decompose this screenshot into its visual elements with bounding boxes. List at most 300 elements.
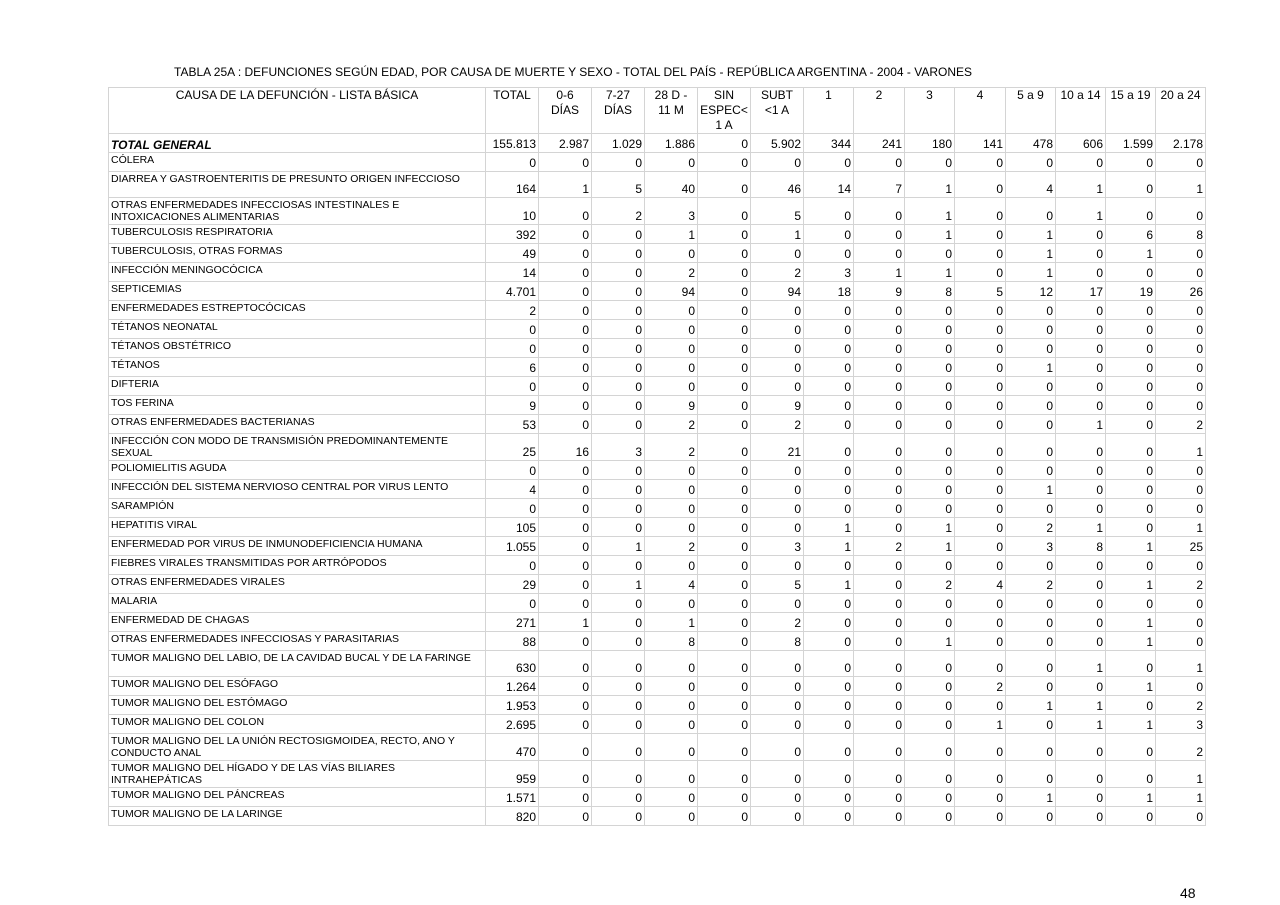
value-cell: 0: [539, 225, 592, 244]
value-cell: 1: [905, 263, 955, 282]
value-cell: 0: [592, 153, 645, 172]
table-row: [109, 480, 1206, 499]
value-cell: 0: [539, 518, 592, 537]
value-cell: 0: [698, 339, 751, 358]
value-cell: 2: [1006, 575, 1056, 594]
value-cell: 0: [854, 434, 905, 461]
cause-cell: TUBERCULOSIS, OTRAS FORMAS: [109, 244, 486, 263]
value-cell: 0: [905, 480, 955, 499]
value-cell: 0: [1006, 396, 1056, 415]
value-cell: 0: [854, 480, 905, 499]
value-cell: 4: [1006, 172, 1056, 198]
cause-cell: HEPATITIS VIRAL: [109, 518, 486, 537]
value-cell: 0: [955, 301, 1006, 320]
value-cell: 0: [486, 377, 539, 396]
table-row: [109, 396, 1206, 415]
value-cell: 0: [1106, 734, 1156, 761]
value-cell: 0: [955, 537, 1006, 556]
value-cell: 1: [1156, 172, 1206, 198]
value-cell: 0: [1056, 788, 1106, 807]
value-cell: 0: [698, 358, 751, 377]
value-cell: 0: [645, 518, 698, 537]
value-cell: 2: [854, 537, 905, 556]
value-cell: 0: [698, 788, 751, 807]
value-cell: 0: [905, 358, 955, 377]
value-cell: 5: [592, 172, 645, 198]
value-cell: 0: [854, 499, 905, 518]
value-cell: 0: [592, 677, 645, 696]
value-cell: 0: [1106, 320, 1156, 339]
value-cell: 0: [539, 556, 592, 575]
value-cell: 0: [854, 244, 905, 263]
value-cell: 4: [486, 480, 539, 499]
table-row: [109, 807, 1206, 826]
value-cell: 0: [751, 696, 804, 715]
value-cell: 1.029: [592, 134, 645, 153]
value-cell: 0: [955, 613, 1006, 632]
value-cell: 12: [1006, 282, 1056, 301]
value-cell: 0: [955, 499, 1006, 518]
value-cell: 0: [486, 499, 539, 518]
value-cell: 0: [905, 499, 955, 518]
cause-cell: INFECCIÓN CON MODO DE TRANSMISIÓN PREDOMINANTEMENTE SEXUAL: [109, 434, 486, 461]
value-cell: 2.987: [539, 134, 592, 153]
value-cell: 0: [539, 244, 592, 263]
value-cell: 0: [854, 198, 905, 225]
value-cell: 0: [698, 377, 751, 396]
value-cell: 0: [539, 480, 592, 499]
value-cell: 0: [486, 339, 539, 358]
value-cell: 0: [854, 358, 905, 377]
value-cell: 0: [905, 301, 955, 320]
value-cell: 0: [1006, 198, 1056, 225]
value-cell: 0: [1056, 320, 1106, 339]
value-cell: 1.055: [486, 537, 539, 556]
value-cell: 0: [539, 575, 592, 594]
value-cell: 0: [751, 677, 804, 696]
value-cell: 0: [751, 734, 804, 761]
cause-cell: TUMOR MALIGNO DEL LA UNIÓN RECTOSIGMOIDEA, RECTO, ANO Y CONDUCTO ANAL: [109, 734, 486, 761]
cause-cell: TUMOR MALIGNO DEL PÁNCREAS: [109, 788, 486, 807]
value-cell: 0: [645, 301, 698, 320]
value-cell: 0: [698, 594, 751, 613]
value-cell: 0: [592, 518, 645, 537]
column-header: 5 a 9: [1006, 88, 1056, 134]
value-cell: 0: [1106, 434, 1156, 461]
value-cell: 2: [1006, 518, 1056, 537]
value-cell: 0: [955, 396, 1006, 415]
column-header: 7-27 DÍAS: [592, 88, 645, 134]
value-cell: 0: [539, 715, 592, 734]
value-cell: 0: [698, 518, 751, 537]
value-cell: 0: [751, 761, 804, 788]
value-cell: 0: [1006, 677, 1056, 696]
value-cell: 0: [905, 696, 955, 715]
value-cell: 0: [645, 788, 698, 807]
value-cell: 0: [1056, 301, 1106, 320]
value-cell: 1: [1106, 677, 1156, 696]
value-cell: 5: [751, 198, 804, 225]
value-cell: 8: [1156, 225, 1206, 244]
table-title: TABLA 25A : DEFUNCIONES SEGÚN EDAD, POR CAUSA DE MUERTE Y SEXO - TOTAL DEL PAÍS - REPÚBLICA ARGENTINA - 2004 - VARONES: [174, 65, 973, 79]
value-cell: 3: [1006, 537, 1056, 556]
table-row: [109, 556, 1206, 575]
value-cell: 5.902: [751, 134, 804, 153]
value-cell: 0: [854, 788, 905, 807]
value-cell: 0: [955, 461, 1006, 480]
value-cell: 0: [804, 696, 854, 715]
value-cell: 0: [955, 198, 1006, 225]
value-cell: 2: [751, 415, 804, 434]
table-row: [109, 282, 1206, 301]
table-row: [109, 594, 1206, 613]
value-cell: 1: [539, 613, 592, 632]
value-cell: 0: [751, 358, 804, 377]
value-cell: 0: [1156, 480, 1206, 499]
value-cell: 0: [698, 537, 751, 556]
value-cell: 0: [804, 651, 854, 677]
value-cell: 0: [539, 761, 592, 788]
value-cell: 0: [905, 434, 955, 461]
value-cell: 0: [905, 651, 955, 677]
table-row: [109, 415, 1206, 434]
value-cell: 0: [854, 761, 905, 788]
value-cell: 0: [751, 715, 804, 734]
value-cell: 1: [905, 537, 955, 556]
value-cell: 1: [1106, 715, 1156, 734]
value-cell: 0: [592, 788, 645, 807]
value-cell: 0: [804, 225, 854, 244]
value-cell: 959: [486, 761, 539, 788]
value-cell: 0: [592, 339, 645, 358]
value-cell: 0: [539, 594, 592, 613]
value-cell: 0: [854, 594, 905, 613]
value-cell: 1: [1106, 244, 1156, 263]
value-cell: 0: [1156, 263, 1206, 282]
value-cell: 1.953: [486, 696, 539, 715]
value-cell: 0: [751, 807, 804, 826]
value-cell: 3: [804, 263, 854, 282]
value-cell: 1: [905, 518, 955, 537]
value-cell: 0: [955, 651, 1006, 677]
value-cell: 0: [486, 594, 539, 613]
value-cell: 0: [751, 244, 804, 263]
value-cell: 25: [486, 434, 539, 461]
value-cell: 1: [1106, 788, 1156, 807]
value-cell: 0: [1056, 461, 1106, 480]
value-cell: 0: [1006, 434, 1056, 461]
value-cell: 2: [645, 434, 698, 461]
value-cell: 0: [854, 339, 905, 358]
value-cell: 0: [698, 415, 751, 434]
value-cell: 0: [1006, 594, 1056, 613]
value-cell: 0: [1106, 377, 1156, 396]
value-cell: 0: [854, 518, 905, 537]
value-cell: 0: [592, 301, 645, 320]
value-cell: 0: [905, 715, 955, 734]
value-cell: 0: [539, 734, 592, 761]
value-cell: 2: [592, 198, 645, 225]
value-cell: 0: [1106, 198, 1156, 225]
value-cell: 0: [645, 320, 698, 339]
table-row: [109, 434, 1206, 461]
value-cell: 1: [804, 518, 854, 537]
value-cell: 1.599: [1106, 134, 1156, 153]
value-cell: 0: [1056, 734, 1106, 761]
value-cell: 0: [1006, 339, 1056, 358]
value-cell: 1: [1006, 244, 1056, 263]
value-cell: 0: [804, 339, 854, 358]
value-cell: 0: [955, 480, 1006, 499]
value-cell: 0: [1006, 301, 1056, 320]
value-cell: 0: [1006, 761, 1056, 788]
value-cell: 0: [1106, 461, 1156, 480]
value-cell: 0: [698, 263, 751, 282]
value-cell: 606: [1056, 134, 1106, 153]
value-cell: 1.886: [645, 134, 698, 153]
value-cell: 0: [905, 613, 955, 632]
value-cell: 0: [698, 461, 751, 480]
value-cell: 1: [1106, 632, 1156, 651]
value-cell: 0: [1006, 556, 1056, 575]
value-cell: 0: [592, 244, 645, 263]
value-cell: 0: [592, 594, 645, 613]
table-row: [109, 575, 1206, 594]
column-header: SIN ESPEC< 1 A: [698, 88, 751, 134]
value-cell: 16: [539, 434, 592, 461]
table-row: [109, 613, 1206, 632]
value-cell: 0: [592, 480, 645, 499]
value-cell: 0: [1156, 320, 1206, 339]
value-cell: 0: [854, 632, 905, 651]
table-row: [109, 301, 1206, 320]
value-cell: 14: [804, 172, 854, 198]
value-cell: 0: [698, 480, 751, 499]
cause-cell: TUMOR MALIGNO DEL ESÓFAGO: [109, 677, 486, 696]
value-cell: 0: [1106, 396, 1156, 415]
value-cell: 0: [905, 339, 955, 358]
value-cell: 0: [1056, 761, 1106, 788]
value-cell: 0: [645, 153, 698, 172]
column-header: SUBT <1 A: [751, 88, 804, 134]
cause-cell: OTRAS ENFERMEDADES BACTERIANAS: [109, 415, 486, 434]
value-cell: 2: [955, 677, 1006, 696]
value-cell: 29: [486, 575, 539, 594]
value-cell: 0: [804, 301, 854, 320]
value-cell: 0: [698, 282, 751, 301]
value-cell: 0: [955, 807, 1006, 826]
value-cell: 1: [592, 575, 645, 594]
value-cell: 0: [1156, 339, 1206, 358]
column-header: TOTAL: [486, 88, 539, 134]
value-cell: 392: [486, 225, 539, 244]
value-cell: 0: [539, 788, 592, 807]
cause-cell: POLIOMIELITIS AGUDA: [109, 461, 486, 480]
value-cell: 0: [1106, 696, 1156, 715]
value-cell: 0: [1006, 632, 1056, 651]
value-cell: 0: [539, 696, 592, 715]
cause-cell: TOTAL GENERAL: [109, 134, 486, 153]
column-header: 2: [854, 88, 905, 134]
value-cell: 0: [1106, 339, 1156, 358]
value-cell: 2: [645, 415, 698, 434]
value-cell: 0: [751, 556, 804, 575]
value-cell: 0: [1106, 556, 1156, 575]
table-row: [109, 263, 1206, 282]
value-cell: 53: [486, 415, 539, 434]
table-row: [109, 320, 1206, 339]
value-cell: 2: [1156, 734, 1206, 761]
table-row: [109, 461, 1206, 480]
cause-cell: TÉTANOS: [109, 358, 486, 377]
table-row: [109, 734, 1206, 761]
value-cell: 1: [645, 225, 698, 244]
value-cell: 0: [804, 396, 854, 415]
value-cell: 0: [645, 696, 698, 715]
value-cell: 0: [645, 499, 698, 518]
value-cell: 0: [592, 396, 645, 415]
value-cell: 0: [804, 632, 854, 651]
cause-cell: DIFTERIA: [109, 377, 486, 396]
column-header: 1: [804, 88, 854, 134]
value-cell: 1: [1006, 696, 1056, 715]
value-cell: 0: [751, 320, 804, 339]
value-cell: 0: [854, 377, 905, 396]
value-cell: 0: [698, 677, 751, 696]
value-cell: 0: [1006, 415, 1056, 434]
value-cell: 271: [486, 613, 539, 632]
column-header: 28 D - 11 M: [645, 88, 698, 134]
value-cell: 1: [905, 632, 955, 651]
value-cell: 0: [539, 396, 592, 415]
value-cell: 1: [905, 225, 955, 244]
value-cell: 0: [1156, 198, 1206, 225]
value-cell: 0: [854, 153, 905, 172]
value-cell: 0: [539, 263, 592, 282]
cause-cell: TUMOR MALIGNO DEL COLON: [109, 715, 486, 734]
value-cell: 0: [1056, 613, 1106, 632]
value-cell: 0: [905, 415, 955, 434]
value-cell: 1: [1106, 575, 1156, 594]
value-cell: 0: [905, 320, 955, 339]
value-cell: 0: [1056, 263, 1106, 282]
value-cell: 0: [698, 172, 751, 198]
value-cell: 0: [645, 358, 698, 377]
value-cell: 630: [486, 651, 539, 677]
value-cell: 164: [486, 172, 539, 198]
value-cell: 0: [645, 677, 698, 696]
value-cell: 1: [955, 715, 1006, 734]
value-cell: 0: [698, 761, 751, 788]
value-cell: 0: [804, 556, 854, 575]
value-cell: 0: [1056, 377, 1106, 396]
value-cell: 0: [592, 282, 645, 301]
value-cell: 1: [905, 172, 955, 198]
value-cell: 46: [751, 172, 804, 198]
value-cell: 0: [854, 415, 905, 434]
value-cell: 0: [698, 632, 751, 651]
value-cell: 0: [698, 807, 751, 826]
value-cell: 94: [645, 282, 698, 301]
value-cell: 1: [1056, 715, 1106, 734]
value-cell: 0: [698, 244, 751, 263]
table-row: [109, 696, 1206, 715]
value-cell: 1: [592, 537, 645, 556]
value-cell: 0: [1156, 499, 1206, 518]
value-cell: 0: [751, 153, 804, 172]
value-cell: 0: [645, 715, 698, 734]
value-cell: 4: [955, 575, 1006, 594]
table-row: [109, 499, 1206, 518]
value-cell: 0: [486, 461, 539, 480]
value-cell: 0: [539, 301, 592, 320]
value-cell: 0: [804, 153, 854, 172]
value-cell: 0: [645, 461, 698, 480]
column-header: 10 a 14: [1056, 88, 1106, 134]
table-row: [109, 715, 1206, 734]
value-cell: 0: [804, 499, 854, 518]
value-cell: 0: [1056, 556, 1106, 575]
value-cell: 0: [645, 377, 698, 396]
value-cell: 0: [905, 153, 955, 172]
value-cell: 0: [804, 613, 854, 632]
value-cell: 25: [1156, 537, 1206, 556]
value-cell: 1: [751, 225, 804, 244]
value-cell: 0: [592, 556, 645, 575]
value-cell: 88: [486, 632, 539, 651]
value-cell: 0: [854, 734, 905, 761]
value-cell: 0: [592, 358, 645, 377]
value-cell: 344: [804, 134, 854, 153]
table-row: [109, 172, 1206, 198]
value-cell: 0: [1006, 461, 1056, 480]
cause-cell: TUMOR MALIGNO DE LA LARINGE: [109, 807, 486, 826]
value-cell: 0: [955, 172, 1006, 198]
cause-cell: MALARIA: [109, 594, 486, 613]
value-cell: 0: [905, 594, 955, 613]
value-cell: 0: [1056, 358, 1106, 377]
cause-cell: INFECCIÓN DEL SISTEMA NERVIOSO CENTRAL POR VIRUS LENTO: [109, 480, 486, 499]
value-cell: 0: [592, 499, 645, 518]
value-cell: 0: [698, 499, 751, 518]
value-cell: 0: [1006, 734, 1056, 761]
value-cell: 0: [751, 301, 804, 320]
value-cell: 478: [1006, 134, 1056, 153]
cause-cell: CÓLERA: [109, 153, 486, 172]
value-cell: 0: [955, 434, 1006, 461]
value-cell: 0: [905, 788, 955, 807]
value-cell: 0: [1106, 651, 1156, 677]
value-cell: 0: [955, 377, 1006, 396]
value-cell: 0: [645, 807, 698, 826]
value-cell: 4: [645, 575, 698, 594]
value-cell: 0: [1056, 434, 1106, 461]
value-cell: 0: [955, 153, 1006, 172]
value-cell: 0: [1106, 153, 1156, 172]
value-cell: 0: [698, 696, 751, 715]
value-cell: 0: [854, 461, 905, 480]
value-cell: 1: [1006, 263, 1056, 282]
cause-cell: TUMOR MALIGNO DEL ESTÓMAGO: [109, 696, 486, 715]
value-cell: 1: [1106, 537, 1156, 556]
value-cell: 2: [1156, 696, 1206, 715]
cause-cell: TÉTANOS OBSTÉTRICO: [109, 339, 486, 358]
value-cell: 0: [854, 715, 905, 734]
value-cell: 0: [539, 677, 592, 696]
total-row: [109, 134, 1206, 153]
value-cell: 0: [804, 734, 854, 761]
value-cell: 0: [804, 594, 854, 613]
